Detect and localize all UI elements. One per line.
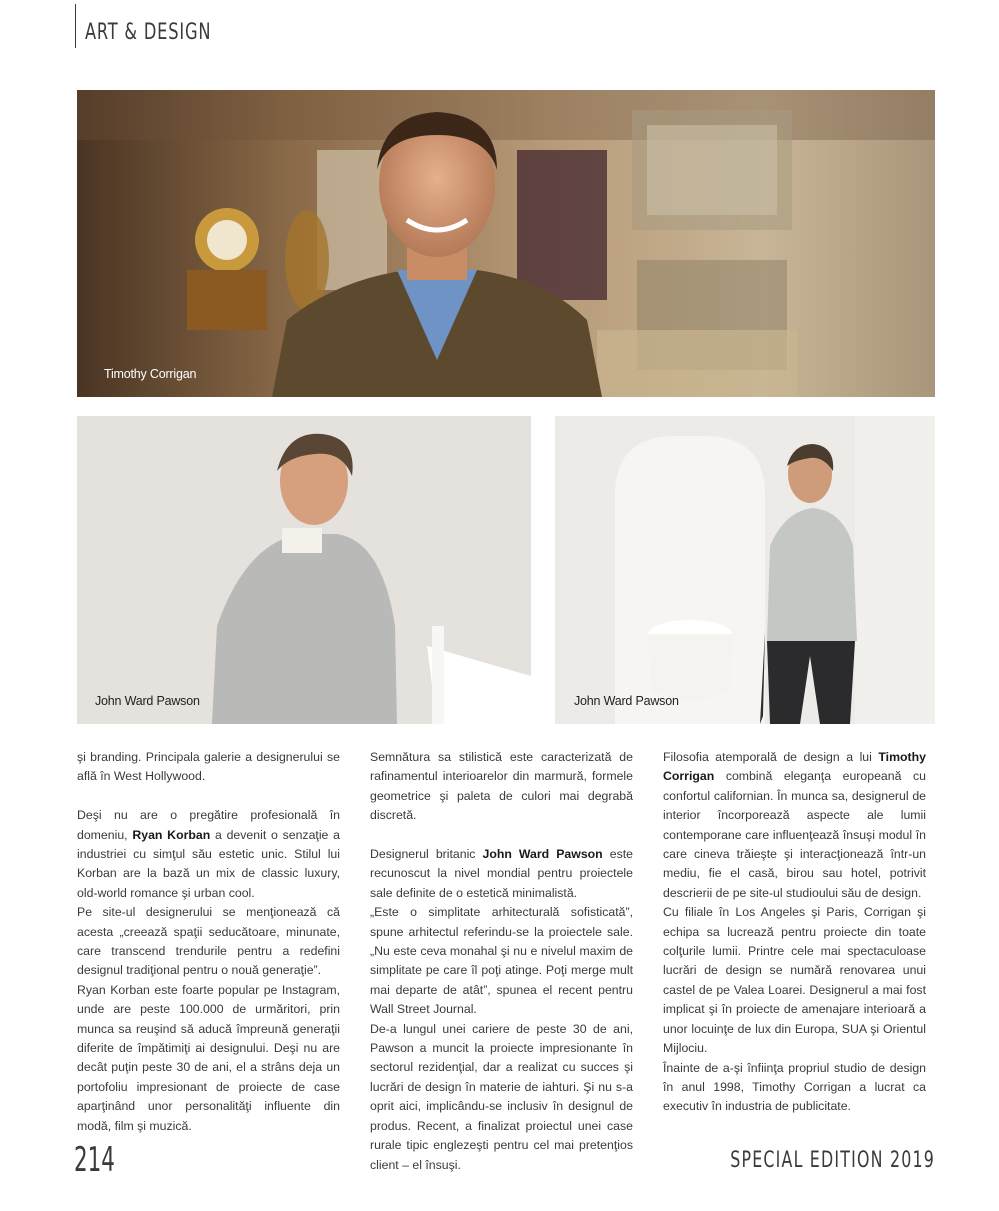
paragraph: Semnătura sa stilistică este caracterizată de rafinamentul interioarelor din marmură, formele geometrice şi paleta de culori mai degrabă discretă. (370, 750, 633, 823)
paragraph: Deşi nu are o pregătire profesională în domeniu, Ryan Korban a devenit o senzaţie a industriei cu simţul său estetic unic. Stilul lui Korban are la bază un mix de classic luxury, old-world romance şi urban cool. (77, 808, 340, 900)
text-column-1 (77, 748, 340, 1136)
caption-timothy-corrigan: Timothy Corrigan (104, 367, 197, 381)
paragraph: şi branding. Principala galerie a designerului se află în West Hollywood. (77, 750, 340, 784)
section-title: ART & DESIGN (85, 20, 212, 45)
paragraph: De-a lungul unei cariere de peste 30 de ani, Pawson a muncit la proiecte impresionante în sectorul rezidenţial, dar a realizat cu succes şi lucrări de design în materie de iahturi. Şi nu s-a oprit aici, implicându-se inclusiv în designul de produs. Recent, a finalizat proiectul unei case rurale tipic englezeşti pentru cel mai pretenţios client – el însuşi. (370, 1021, 633, 1172)
paragraph: „Este o simplitate arhitecturală sofisticată”, spune arhitectul referindu-se la proiectele sale. „Nu este ceva monahal şi nu e nivelul maxim de simplitate pe care îl poţi atinge. Poţi merge mult mai departe de atât”, spunea el recent pentru Wall Street Journal. (370, 905, 633, 1017)
paragraph: Înainte de a-şi înfiinţa propriul studio de design în anul 1998, Timothy Corrigan a lucrat ca executiv în industria de publicitate. (663, 1060, 926, 1114)
text-column-3 (663, 748, 926, 1117)
name-highlight: Ryan Korban (132, 827, 211, 842)
photo-john-ward-pawson-right (555, 416, 935, 724)
paragraph: Filosofia atemporală de design a lui Timothy Corrigan combină eleganţa europeană cu confortul californian. În munca sa, designerul de interior încorporează aspecte ale lumii contemporane care influenţează însuşi modul în care cineva trăieşte şi interacţionează într-un mediu, fie el casă, birou sau hotel, potrivit descrierii de pe site-ul studioului său de design. (663, 750, 926, 900)
caption-john-ward-pawson-left: John Ward Pawson (95, 694, 200, 708)
caption-john-ward-pawson-right: John Ward Pawson (574, 694, 679, 708)
photo-john-ward-pawson-left (77, 416, 531, 724)
section-rule (75, 4, 76, 48)
paragraph: Pe site-ul designerului se menţionează că acesta „creează spaţii seducătoare, minunate, care transcend trendurile pentru a redefini designul tradiţional pentru o nouă generaţie”. (77, 905, 340, 978)
edition-label: SPECIAL EDITION 2019 (730, 1148, 935, 1173)
name-highlight: Timothy Corrigan (663, 750, 926, 784)
paragraph: Ryan Korban este foarte popular pe Instagram, unde are peste 100.000 de urmăritori, prin munca sa reuşind să aducă împreună generaţii diferite de împătimiţi ai designului. Deşi nu are decât puţin peste 30 de ani, el a strâns deja un portofoliu impresionant de proiecte de case aparţinând unor personalităţi influente din modă, film şi muzică. (77, 982, 340, 1133)
name-highlight: John Ward Pawson (482, 847, 603, 862)
paragraph: Cu filiale în Los Angeles şi Paris, Corrigan şi echipa sa lucrează pentru proiecte din toate colţurile lumii. Printre cele mai spectaculoase lucrări de design se numără renovarea unui castel de pe Valea Loarei. Designerul a mai fost implicat şi în proiecte de amenajare interioară a unor locuinţe de lux din Europa, SUA şi Orientul Mijlociu. (663, 905, 926, 1056)
text-column-2 (370, 748, 633, 1175)
photo-timothy-corrigan (77, 90, 935, 397)
paragraph: Designerul britanic John Ward Pawson este recunoscut la nivel mondial pentru proiectele sale definite de o estetică minimalistă. (370, 847, 633, 900)
page-number: 214 (74, 1140, 115, 1180)
